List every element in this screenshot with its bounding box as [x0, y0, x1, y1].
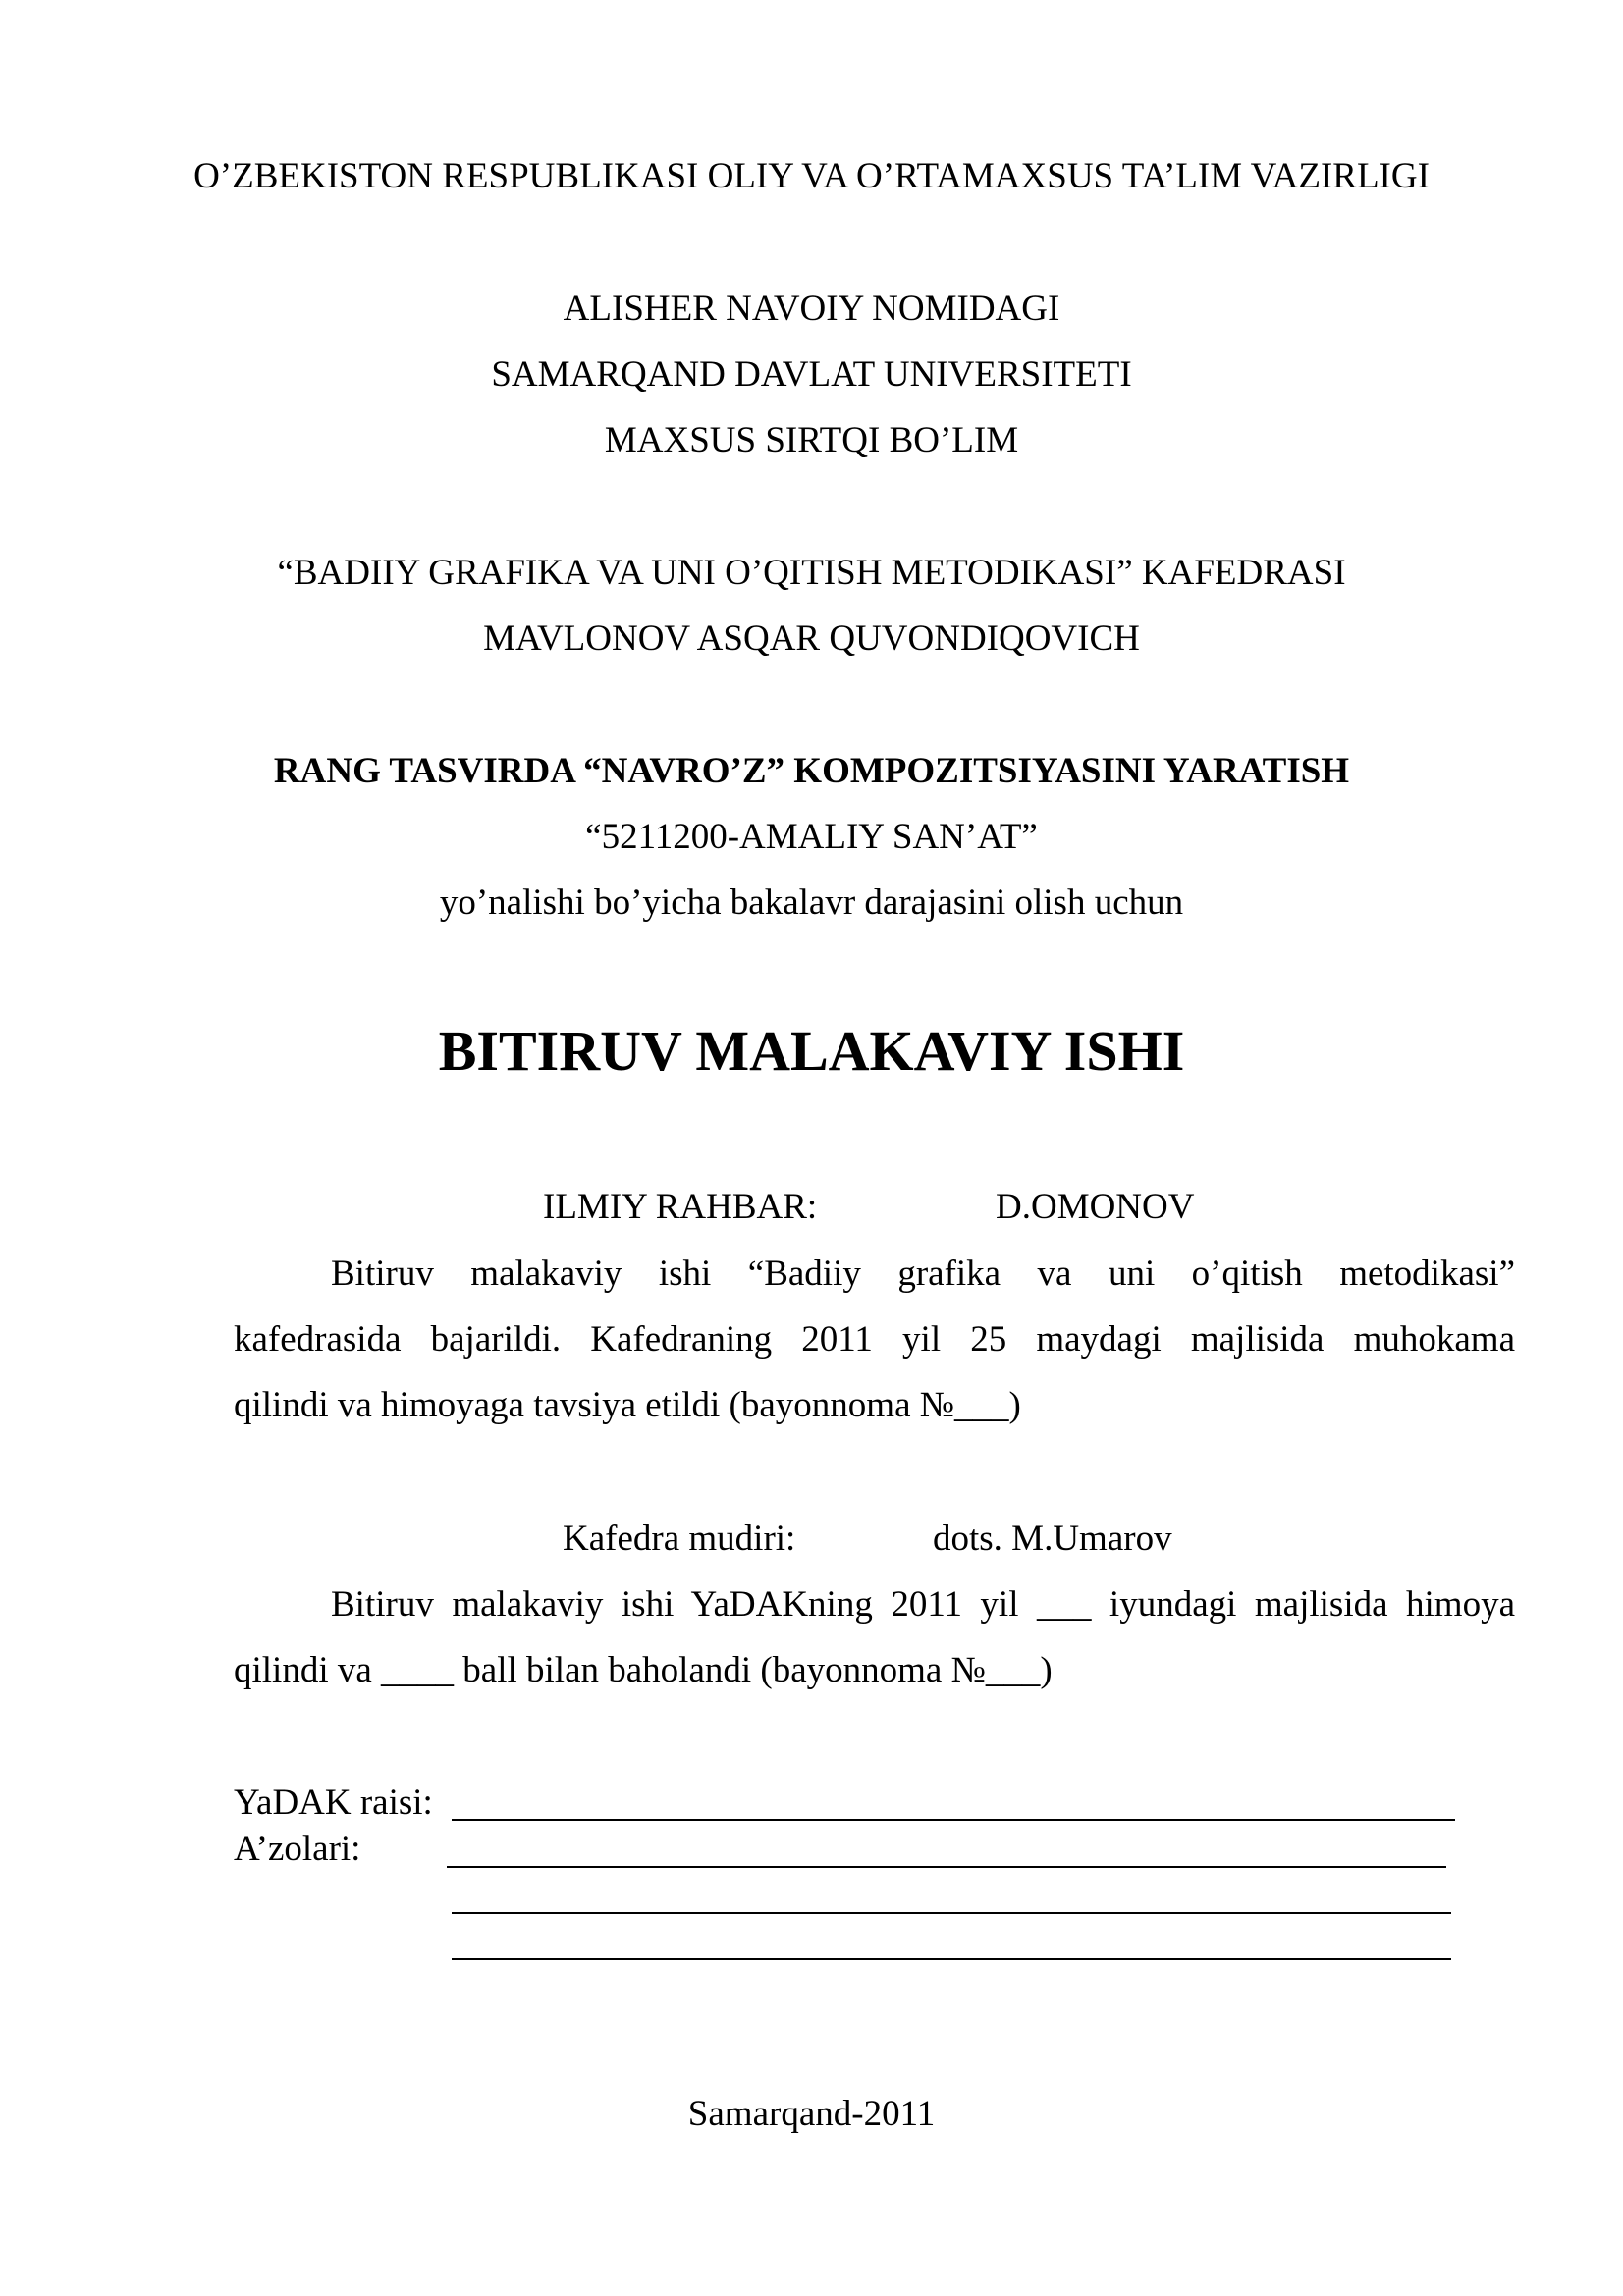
chair-signature-line	[452, 1819, 1455, 1821]
supervisor-label: ILMIY RAHBAR:	[543, 1187, 818, 1227]
specialty-code: “5211200-AMALIY SAN’AT”	[585, 817, 1038, 857]
degree-purpose: yo’nalishi bo’yicha bakalavr darajasini olish uchun	[439, 882, 1184, 923]
university-line-2: SAMARQAND DAVLAT UNIVERSITETI	[491, 354, 1132, 395]
work-type-title: BITIRUV MALAKAVIY ISHI	[438, 1019, 1185, 1083]
kafedra-name: “BADIIY GRAFIKA VA UNI O’QITISH METODIKASI” KAFEDRASI	[277, 553, 1346, 593]
committee-chair-label: YaDAK raisi:	[234, 1783, 433, 1823]
committee-members-label: A’zolari:	[234, 1829, 361, 1869]
thesis-topic: RANG TASVIRDA “NAVRO’Z” KOMPOZITSIYASINI YARATISH	[273, 751, 1350, 791]
head-of-kafedra-name: dots. M.Umarov	[933, 1519, 1172, 1559]
head-of-kafedra-label: Kafedra mudiri:	[563, 1519, 796, 1559]
place-and-year: Samarqand-2011	[687, 2094, 936, 2134]
member-signature-line-1	[447, 1866, 1446, 1868]
university-line-1: ALISHER NAVOIY NOMIDAGI	[563, 289, 1060, 329]
department-name: MAXSUS SIRTQI BO’LIM	[604, 420, 1019, 460]
ministry-heading: O’ZBEKISTON RESPUBLIKASI OLIY VA O’RTAMAXSUS TA’LIM VAZIRLIGI	[193, 156, 1430, 196]
defense-note-line-2: qilindi va ____ ball bilan baholandi (bayonnoma №___)	[234, 1650, 1053, 1690]
member-signature-line-2	[452, 1912, 1451, 1914]
author-name: MAVLONOV ASQAR QUVONDIQOVICH	[483, 618, 1140, 659]
member-signature-line-3	[452, 1958, 1451, 1960]
kafedra-note-line-1: Bitiruv malakaviy ishi “Badiiy grafika va uni o’qitish metodikasi”	[331, 1254, 1515, 1294]
defense-note-line-1: Bitiruv malakaviy ishi YaDAKning 2011 yil ___ iyundagi majlisida himoya	[331, 1584, 1515, 1625]
supervisor-name: D.OMONOV	[996, 1187, 1195, 1227]
kafedra-note-line-2: kafedrasida bajarildi. Kafedraning 2011 yil 25 maydagi majlisida muhokama	[234, 1319, 1515, 1360]
kafedra-note-line-3: qilindi va himoyaga tavsiya etildi (bayonnoma №___)	[234, 1385, 1021, 1425]
